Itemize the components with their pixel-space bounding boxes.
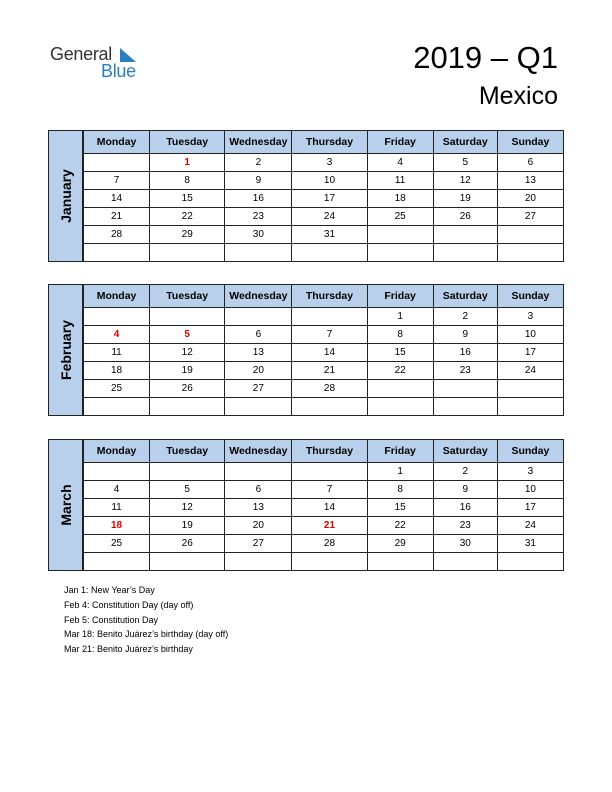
month-label (48, 439, 83, 571)
day-cell: 24 (292, 208, 367, 226)
day-cell: 31 (497, 535, 563, 553)
day-cell: 17 (497, 499, 563, 517)
day-cell: 6 (497, 154, 563, 172)
day-cell (433, 553, 497, 571)
day-cell: 25 (367, 208, 433, 226)
weekday-header: Sunday (497, 440, 563, 463)
week-row (84, 499, 564, 517)
calendar-table (83, 284, 564, 416)
day-cell (225, 553, 292, 571)
holiday-note: Mar 21: Benito Juárez’s birthday (64, 644, 193, 655)
day-cell (367, 553, 433, 571)
week-row (84, 398, 564, 416)
day-cell: 19 (433, 190, 497, 208)
day-cell: 20 (225, 517, 292, 535)
holiday-day-cell: 4 (84, 326, 150, 344)
day-cell (84, 244, 150, 262)
month-name: March (57, 484, 74, 526)
logo-text-general: General (50, 44, 112, 64)
month-label (48, 284, 83, 416)
week-row (84, 481, 564, 499)
day-cell: 16 (225, 190, 292, 208)
day-cell (150, 463, 225, 481)
day-cell: 7 (292, 481, 367, 499)
day-cell: 13 (225, 344, 292, 362)
day-cell: 28 (292, 380, 367, 398)
day-cell: 28 (292, 535, 367, 553)
week-row (84, 154, 564, 172)
day-cell: 14 (84, 190, 150, 208)
weekday-header: Wednesday (225, 285, 292, 308)
day-cell: 6 (225, 326, 292, 344)
week-row (84, 362, 564, 380)
week-row (84, 244, 564, 262)
day-cell (433, 398, 497, 416)
day-cell: 11 (84, 499, 150, 517)
day-cell (150, 308, 225, 326)
day-cell: 16 (433, 344, 497, 362)
weekday-header: Sunday (497, 131, 563, 154)
week-row (84, 308, 564, 326)
calendar-table (83, 130, 564, 262)
day-cell: 23 (225, 208, 292, 226)
day-cell: 22 (150, 208, 225, 226)
day-cell (367, 226, 433, 244)
day-cell: 3 (497, 308, 563, 326)
week-row (84, 190, 564, 208)
day-cell (367, 398, 433, 416)
day-cell: 8 (367, 326, 433, 344)
day-cell (292, 244, 367, 262)
day-cell: 27 (225, 535, 292, 553)
day-cell (84, 553, 150, 571)
day-cell: 14 (292, 499, 367, 517)
weekday-header: Thursday (292, 131, 367, 154)
holiday-day-cell: 1 (150, 154, 225, 172)
week-row (84, 344, 564, 362)
weekday-header: Tuesday (150, 131, 225, 154)
day-cell: 10 (292, 172, 367, 190)
day-cell: 27 (225, 380, 292, 398)
weekday-header: Monday (84, 285, 150, 308)
holiday-day-cell: 21 (292, 517, 367, 535)
day-cell: 9 (433, 481, 497, 499)
day-cell: 17 (292, 190, 367, 208)
weekday-header: Monday (84, 440, 150, 463)
day-cell (433, 226, 497, 244)
day-cell: 9 (433, 326, 497, 344)
weekday-header: Saturday (433, 440, 497, 463)
day-cell: 29 (367, 535, 433, 553)
day-cell: 9 (225, 172, 292, 190)
holiday-note: Mar 18: Benito Juárez’s birthday (day off) (64, 629, 229, 640)
day-cell: 3 (497, 463, 563, 481)
day-cell (292, 308, 367, 326)
weekday-header-row (84, 285, 564, 308)
day-cell (367, 380, 433, 398)
holiday-day-cell: 18 (84, 517, 150, 535)
day-cell (84, 308, 150, 326)
day-cell: 13 (225, 499, 292, 517)
day-cell: 30 (433, 535, 497, 553)
week-row (84, 226, 564, 244)
day-cell: 7 (84, 172, 150, 190)
month-name: February (57, 320, 74, 380)
weekday-header: Friday (367, 285, 433, 308)
day-cell (292, 463, 367, 481)
day-cell (497, 380, 563, 398)
holiday-note: Feb 4: Constitution Day (day off) (64, 599, 194, 610)
day-cell: 14 (292, 344, 367, 362)
day-cell: 15 (150, 190, 225, 208)
day-cell: 1 (367, 463, 433, 481)
day-cell: 15 (367, 344, 433, 362)
holiday-notes (64, 583, 228, 657)
logo-text-blue: Blue (101, 61, 136, 81)
day-cell: 25 (84, 535, 150, 553)
day-cell: 26 (150, 535, 225, 553)
month-label (48, 130, 83, 262)
day-cell: 19 (150, 517, 225, 535)
day-cell: 20 (497, 190, 563, 208)
weekday-header: Friday (367, 440, 433, 463)
day-cell (150, 244, 225, 262)
day-cell: 16 (433, 499, 497, 517)
day-cell: 5 (150, 481, 225, 499)
day-cell: 5 (433, 154, 497, 172)
weekday-header: Sunday (497, 285, 563, 308)
day-cell: 10 (497, 326, 563, 344)
day-cell (433, 244, 497, 262)
day-cell (225, 308, 292, 326)
weekday-header: Saturday (433, 285, 497, 308)
day-cell (150, 398, 225, 416)
day-cell (225, 463, 292, 481)
day-cell: 25 (84, 380, 150, 398)
day-cell (84, 463, 150, 481)
weekday-header: Wednesday (225, 131, 292, 154)
day-cell: 8 (150, 172, 225, 190)
day-cell: 24 (497, 517, 563, 535)
day-cell: 4 (84, 481, 150, 499)
day-cell: 26 (433, 208, 497, 226)
weekday-header: Tuesday (150, 285, 225, 308)
week-row (84, 380, 564, 398)
weekday-header-row (84, 440, 564, 463)
day-cell: 7 (292, 326, 367, 344)
day-cell: 22 (367, 517, 433, 535)
day-cell: 2 (225, 154, 292, 172)
day-cell: 28 (84, 226, 150, 244)
country-name: Mexico (478, 82, 558, 110)
day-cell: 22 (367, 362, 433, 380)
weekday-header: Tuesday (150, 440, 225, 463)
holiday-note: Feb 5: Constitution Day (64, 614, 159, 625)
weekday-header: Friday (367, 131, 433, 154)
day-cell: 15 (367, 499, 433, 517)
week-row (84, 535, 564, 553)
day-cell: 18 (367, 190, 433, 208)
day-cell: 24 (497, 362, 563, 380)
day-cell: 31 (292, 226, 367, 244)
day-cell: 26 (150, 380, 225, 398)
day-cell: 12 (150, 499, 225, 517)
day-cell (497, 553, 563, 571)
day-cell: 10 (497, 481, 563, 499)
day-cell (225, 244, 292, 262)
logo-flag-icon (120, 48, 136, 62)
day-cell (225, 398, 292, 416)
month-name: January (57, 169, 74, 223)
day-cell: 1 (367, 308, 433, 326)
week-row (84, 208, 564, 226)
week-row (84, 463, 564, 481)
page-title: 2019 – Q1 (413, 40, 558, 75)
weekday-header: Wednesday (225, 440, 292, 463)
day-cell: 17 (497, 344, 563, 362)
day-cell: 29 (150, 226, 225, 244)
day-cell (84, 398, 150, 416)
weekday-header-row (84, 131, 564, 154)
day-cell: 23 (433, 362, 497, 380)
day-cell: 6 (225, 481, 292, 499)
day-cell (150, 553, 225, 571)
generalblue-logo (50, 44, 160, 84)
holiday-day-cell: 5 (150, 326, 225, 344)
day-cell: 27 (497, 208, 563, 226)
weekday-header: Saturday (433, 131, 497, 154)
day-cell: 21 (84, 208, 150, 226)
day-cell (84, 154, 150, 172)
day-cell: 2 (433, 308, 497, 326)
day-cell: 30 (225, 226, 292, 244)
day-cell: 11 (367, 172, 433, 190)
day-cell: 4 (367, 154, 433, 172)
week-row (84, 326, 564, 344)
day-cell: 21 (292, 362, 367, 380)
day-cell: 2 (433, 463, 497, 481)
day-cell: 11 (84, 344, 150, 362)
day-cell (367, 244, 433, 262)
holiday-note: Jan 1: New Year’s Day (64, 585, 155, 595)
day-cell: 12 (433, 172, 497, 190)
day-cell: 12 (150, 344, 225, 362)
week-row (84, 172, 564, 190)
week-row (84, 517, 564, 535)
day-cell (433, 380, 497, 398)
day-cell: 18 (84, 362, 150, 380)
day-cell: 8 (367, 481, 433, 499)
weekday-header: Monday (84, 131, 150, 154)
day-cell (497, 226, 563, 244)
weekday-header: Thursday (292, 285, 367, 308)
day-cell: 20 (225, 362, 292, 380)
week-row (84, 553, 564, 571)
day-cell (497, 398, 563, 416)
day-cell: 13 (497, 172, 563, 190)
day-cell (292, 553, 367, 571)
day-cell: 23 (433, 517, 497, 535)
calendar-table (83, 439, 564, 571)
day-cell: 19 (150, 362, 225, 380)
day-cell: 3 (292, 154, 367, 172)
weekday-header: Thursday (292, 440, 367, 463)
day-cell (292, 398, 367, 416)
day-cell (497, 244, 563, 262)
